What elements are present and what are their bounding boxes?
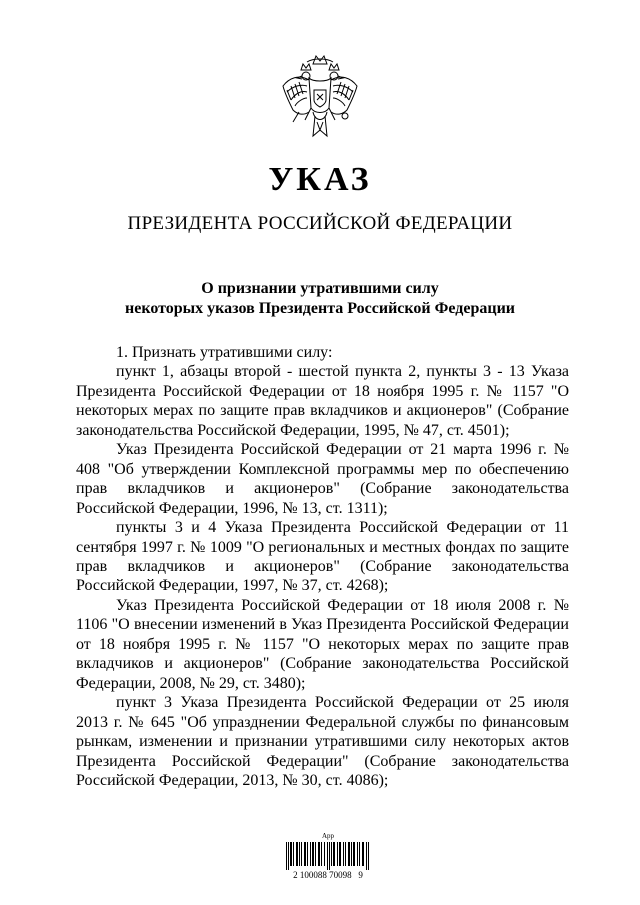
body-paragraph: Указ Президента Российской Федерации от 21 марта 1996 г. № 408 "Об утверждении Комплексной программы мер по обеспечению прав вкладчиков и акционеров" (Собрание законодательства Российской Федерации, 1996, № 13, ст. 1311);: [76, 441, 569, 517]
body-paragraph: Указ Президента Российской Федерации от 18 июля 2008 г. № 1106 "О внесении изменений в Указ Президента Российской Федерации от 18 ноября 1995 г. № 1157 "О некоторых мерах по защите прав вкладчиков и акционеров" (Собрание законодательства Российской Федерации, 2008, № 29, ст. 3480);: [76, 596, 569, 692]
body-paragraph: пункт 1, абзацы второй - шестой пункта 2, пункты 3 - 13 Указа Президента Российской Федерации от 18 ноября 1995 г. № 1157 "О некоторых мерах по защите прав вкладчиков и акционеров" (Собрание законодательства Российской Федерации, 1995, № 47, ст. 4501);: [76, 363, 569, 439]
body-paragraph: пункт 3 Указа Президента Российской Федерации от 25 июля 2013 г. № 645 "Об упразднении Федеральной службы по финансовым рынкам, изменении и признании утратившими силу некоторых актов Президента Российской Федерации" (Собрание законодательства Российской Федерации, 2013, № 30, ст. 4086);: [76, 694, 569, 789]
coat-of-arms-icon: [277, 50, 363, 150]
document-subtitle: ПРЕЗИДЕНТА РОССИЙСКОЙ ФЕДЕРАЦИИ: [127, 213, 513, 234]
barcode-block: [282, 832, 374, 882]
page-mark: Арр: [321, 832, 335, 840]
barcode-number: 2 100088 70098 9: [293, 870, 363, 880]
document-title: УКАЗ: [268, 161, 372, 198]
body-paragraph: пункты 3 и 4 Указа Президента Российской Федерации от 11 сентября 1997 г. № 1009 "О региональных и местных фондах по защите прав вкладчиков и акционеров" (Собрание законодательства Российской Федерации, 1997, № 37, ст. 4268);: [76, 519, 569, 595]
decree-body: [76, 343, 569, 790]
body-paragraph: 1. Признать утратившими силу:: [116, 344, 333, 361]
heading-line-1: О признании утратившими силу: [201, 280, 439, 297]
heading-line-2: некоторых указов Президента Российской Федерации: [125, 300, 515, 317]
barcode-icon: [286, 842, 370, 870]
decree-heading: [0, 279, 640, 319]
